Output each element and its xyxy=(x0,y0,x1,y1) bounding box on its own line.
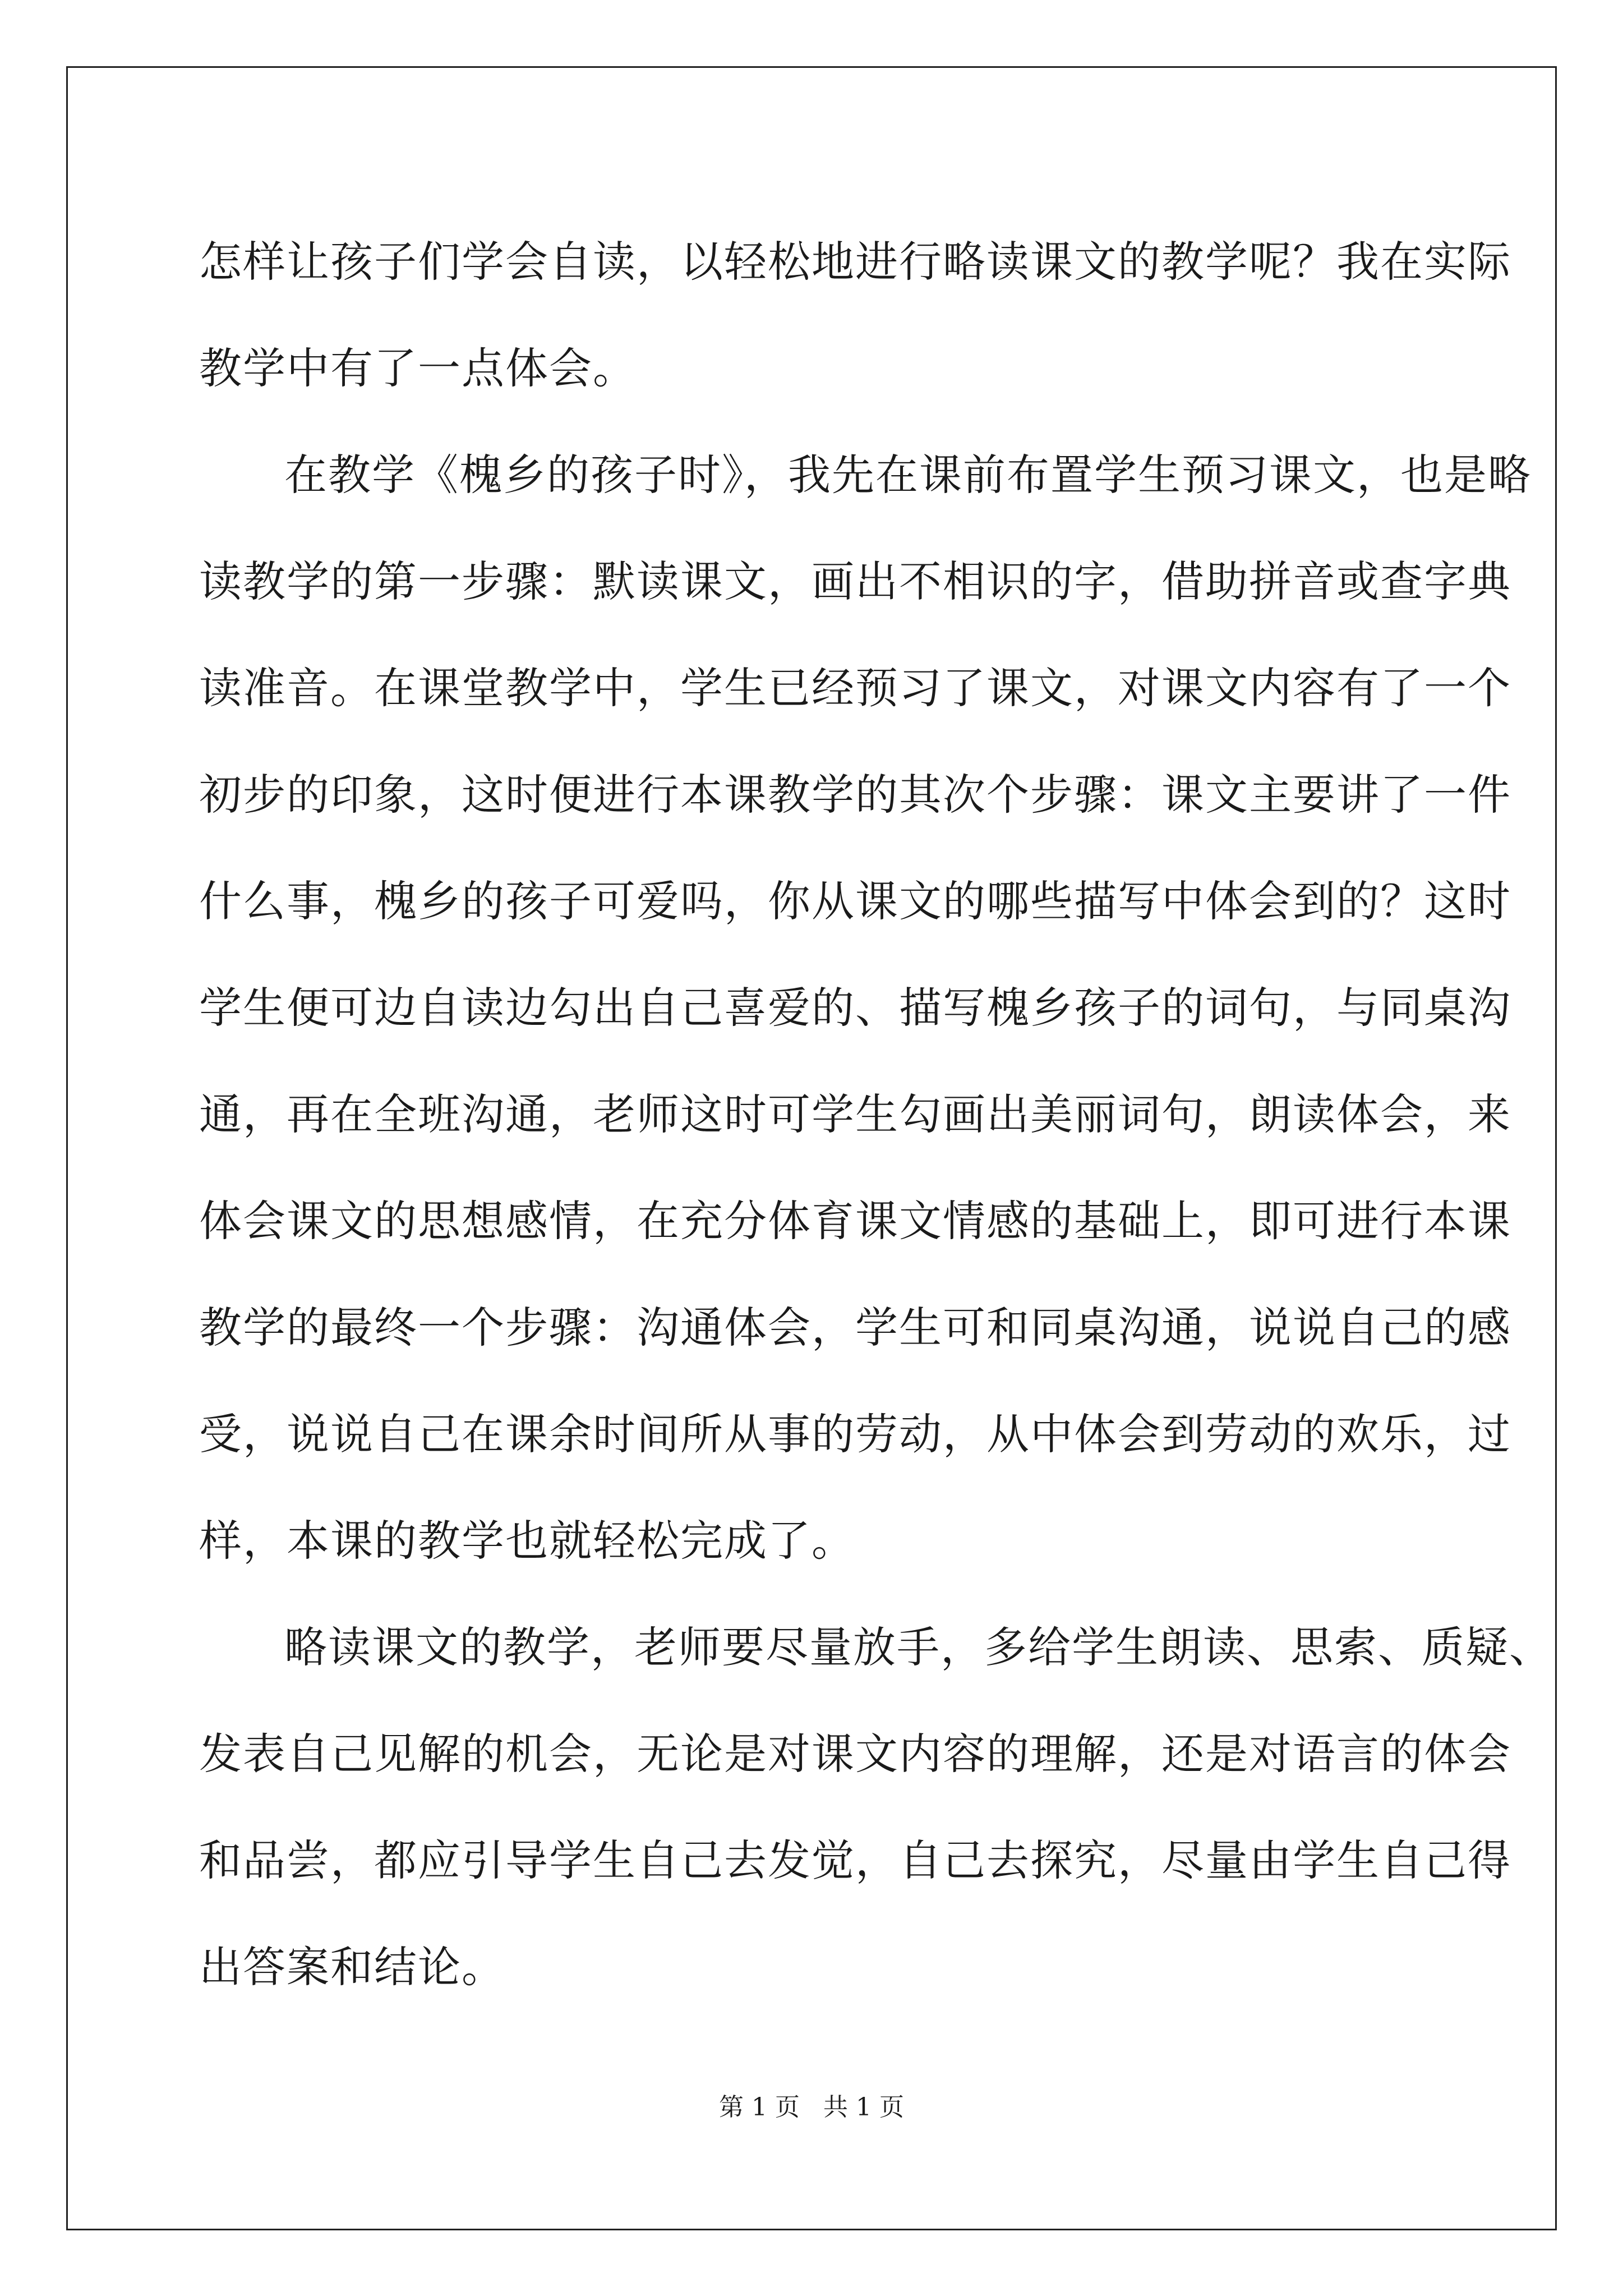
text-line: 略读课文的教学，老师要尽量放手，多给学生朗读、思索、质疑、 xyxy=(284,1622,1553,1672)
text-line: 出答案和结论。 xyxy=(199,1942,505,1992)
text-line: 教学中有了一点体会。 xyxy=(199,343,637,393)
page-footer xyxy=(0,2087,1623,2123)
text-line: 初步的印象，这时便进行本课教学的其次个步骤：课文主要讲了一件 xyxy=(199,770,1511,820)
text-line: 和品尝，都应引导学生自己去发觉，自己去探究，尽量由学生自己得 xyxy=(199,1835,1511,1885)
document-body xyxy=(199,209,1553,2021)
page-total: 共 1 页 xyxy=(823,2093,904,2122)
text-line: 受，说说自己在课余时间所从事的劳动，从中体会到劳动的欢乐，过 xyxy=(199,1409,1511,1459)
text-line: 读教学的第一步骤：默读课文，画出不相识的字，借助拼音或查字典 xyxy=(199,556,1511,606)
text-line: 样，本课的教学也就轻松完成了。 xyxy=(199,1516,855,1566)
text-line: 在教学《槐乡的孩子时》，我先在课前布置学生预习课文，也是略 xyxy=(284,450,1532,500)
paragraph xyxy=(199,422,1532,1594)
text-line: 学生便可边自读边勾出自己喜爱的、描写槐乡孩子的词句，与同桌沟 xyxy=(199,983,1511,1033)
text-line: 读准音。在课堂教学中，学生已经预习了课文，对课文内容有了一个 xyxy=(199,663,1511,713)
text-line: 发表自己见解的机会，无论是对课文内容的理解，还是对语言的体会 xyxy=(199,1729,1511,1779)
text-line: 怎样让孩子们学会自读，以轻松地进行略读课文的教学呢？我在实际 xyxy=(199,237,1511,287)
text-line: 教学的最终一个步骤：沟通体会，学生可和同桌沟通，说说自己的感 xyxy=(199,1303,1511,1352)
text-line: 通，再在全班沟通，老师这时可学生勾画出美丽词句，朗读体会，来 xyxy=(199,1089,1511,1139)
text-line: 体会课文的思想感情，在充分体育课文情感的基础上，即可进行本课 xyxy=(199,1196,1511,1246)
page-number: 第 1 页 xyxy=(719,2093,800,2122)
paragraph xyxy=(199,1594,1553,2021)
text-line: 什么事，槐乡的孩子可爱吗，你从课文的哪些描写中体会到的？这时 xyxy=(199,876,1511,926)
paragraph xyxy=(199,209,1511,422)
